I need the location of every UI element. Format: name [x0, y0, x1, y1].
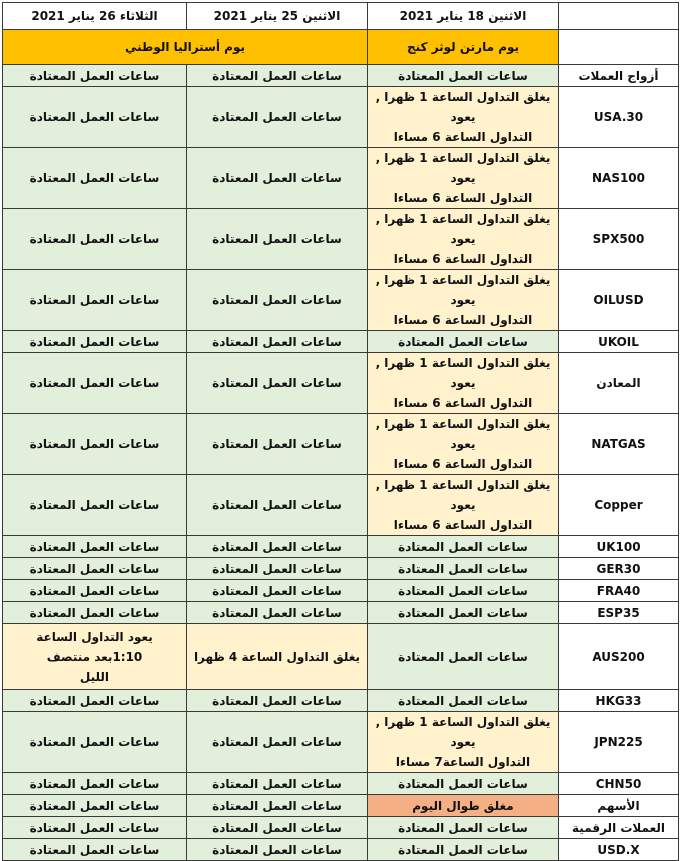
status-cell: ساعات العمل المعتادة: [3, 65, 187, 87]
date-header-1: الاثنين 18 يناير 2021: [368, 3, 559, 30]
status-line: الليل: [79, 669, 110, 684]
status-cell: ساعات العمل المعتادة: [187, 602, 368, 624]
status-cell: ساعات العمل المعتادة: [3, 839, 187, 861]
pair-name: NATGAS: [559, 414, 679, 475]
status-cell: يغلق التداول الساعة 4 ظهرا: [187, 624, 368, 690]
status-line: التداول الساعة 6 مساءا: [393, 191, 533, 205]
holiday-name-1: يوم مارتن لوثر كنج: [368, 30, 559, 65]
pair-name: SPX500: [559, 209, 679, 270]
status-cell: ساعات العمل المعتادة: [187, 353, 368, 414]
status-cell: ساعات العمل المعتادة: [3, 580, 187, 602]
status-cell: ساعات العمل المعتادة: [187, 414, 368, 475]
status-cell: ساعات العمل المعتادة: [3, 353, 187, 414]
status-cell: ساعات العمل المعتادة: [368, 690, 559, 712]
status-cell: ساعات العمل المعتادة: [368, 624, 559, 690]
pair-column-header: أزواج العملات: [559, 65, 679, 87]
holiday-name-2: يوم أستراليا الوطني: [3, 30, 368, 65]
table-row: [3, 148, 679, 209]
pair-name: CHN50: [559, 773, 679, 795]
status-cell: [368, 148, 559, 209]
status-cell: ساعات العمل المعتادة: [3, 795, 187, 817]
status-cell: ساعات العمل المعتادة: [3, 270, 187, 331]
status-line: التداول الساعة7 مساءا: [395, 755, 531, 769]
table-row: [3, 712, 679, 773]
status-cell: ساعات العمل المعتادة: [3, 712, 187, 773]
status-cell: ساعات العمل المعتادة: [187, 270, 368, 331]
table-row: [3, 536, 679, 558]
status-cell: ساعات العمل المعتادة: [187, 65, 368, 87]
status-cell: [368, 414, 559, 475]
table-row: [3, 353, 679, 414]
status-line: التداول الساعة 6 مساءا: [393, 313, 533, 327]
pair-name: ESP35: [559, 602, 679, 624]
status-line: يغلق التداول الساعة 1 ظهرا , يعود: [375, 212, 551, 246]
status-line: يغلق التداول الساعة 1 ظهرا , يعود: [375, 715, 551, 749]
status-line: التداول الساعة 6 مساءا: [393, 457, 533, 471]
status-cell: ساعات العمل المعتادة: [368, 839, 559, 861]
holiday-header-row: [3, 30, 679, 65]
table-row: [3, 602, 679, 624]
pair-name: GER30: [559, 558, 679, 580]
status-cell: ساعات العمل المعتادة: [368, 536, 559, 558]
pair-name: UKOIL: [559, 331, 679, 353]
status-cell: ساعات العمل المعتادة: [3, 602, 187, 624]
status-cell: ساعات العمل المعتادة: [3, 536, 187, 558]
pair-name: NAS100: [559, 148, 679, 209]
status-line: التداول الساعة 6 مساءا: [393, 252, 533, 266]
status-cell: ساعات العمل المعتادة: [368, 817, 559, 839]
table-row: [3, 558, 679, 580]
status-line: 1:10بعد منتصف: [46, 649, 143, 664]
pair-name: UK100: [559, 536, 679, 558]
status-line: التداول الساعة 6 مساءا: [393, 130, 533, 144]
status-cell: ساعات العمل المعتادة: [3, 87, 187, 148]
status-cell: ساعات العمل المعتادة: [3, 475, 187, 536]
table-row: [3, 817, 679, 839]
status-cell: ساعات العمل المعتادة: [3, 558, 187, 580]
status-cell: ساعات العمل المعتادة: [187, 475, 368, 536]
status-cell: ساعات العمل المعتادة: [3, 414, 187, 475]
status-cell: ساعات العمل المعتادة: [368, 558, 559, 580]
status-cell: ساعات العمل المعتادة: [187, 817, 368, 839]
status-cell: ساعات العمل المعتادة: [3, 148, 187, 209]
status-cell: ساعات العمل المعتادة: [368, 602, 559, 624]
pair-name: USA.30: [559, 87, 679, 148]
status-cell: ساعات العمل المعتادة: [3, 331, 187, 353]
status-line: يغلق التداول الساعة 1 ظهرا , يعود: [375, 90, 551, 124]
pair-name: JPN225: [559, 712, 679, 773]
table-row: [3, 331, 679, 353]
status-cell: ساعات العمل المعتادة: [368, 580, 559, 602]
table-row: [3, 773, 679, 795]
status-cell: [368, 475, 559, 536]
status-cell: ساعات العمل المعتادة: [3, 773, 187, 795]
status-cell: ساعات العمل المعتادة: [187, 690, 368, 712]
pair-name: FRA40: [559, 580, 679, 602]
pair-name: المعادن: [559, 353, 679, 414]
schedule-body: [3, 3, 679, 861]
status-line: التداول الساعة 6 مساءا: [393, 396, 533, 410]
table-row: [3, 624, 679, 690]
status-cell: ساعات العمل المعتادة: [187, 209, 368, 270]
status-cell: ساعات العمل المعتادة: [187, 580, 368, 602]
status-cell: [368, 87, 559, 148]
pair-name: HKG33: [559, 690, 679, 712]
status-line: يغلق التداول الساعة 1 ظهرا , يعود: [375, 151, 551, 185]
pair-name: الأسهم: [559, 795, 679, 817]
status-cell: [368, 270, 559, 331]
status-cell: ساعات العمل المعتادة: [187, 536, 368, 558]
table-row: [3, 839, 679, 861]
status-cell: ساعات العمل المعتادة: [3, 690, 187, 712]
status-cell: ساعات العمل المعتادة: [187, 712, 368, 773]
corner-cell: [559, 3, 679, 30]
status-cell: [3, 624, 187, 690]
status-line: يغلق التداول الساعة 1 ظهرا , يعود: [375, 478, 551, 512]
holiday-schedule-table: [2, 2, 679, 861]
status-cell: مغلق طوال اليوم: [368, 795, 559, 817]
status-cell: ساعات العمل المعتادة: [187, 795, 368, 817]
pair-name: Copper: [559, 475, 679, 536]
table-row: [3, 209, 679, 270]
status-line: يعود التداول الساعة: [36, 629, 153, 644]
status-line: يغلق التداول الساعة 1 ظهرا , يعود: [375, 273, 551, 307]
table-row: [3, 87, 679, 148]
date-header-3: الثلاثاء 26 يناير 2021: [3, 3, 187, 30]
date-header-row: [3, 3, 679, 30]
pair-name: العملات الرقمية: [559, 817, 679, 839]
status-cell: ساعات العمل المعتادة: [187, 331, 368, 353]
status-line: يغلق التداول الساعة 1 ظهرا , يعود: [375, 356, 551, 390]
status-cell: ساعات العمل المعتادة: [368, 773, 559, 795]
status-line: يغلق التداول الساعة 1 ظهرا , يعود: [375, 417, 551, 451]
pair-name: OILUSD: [559, 270, 679, 331]
table-row: [3, 795, 679, 817]
status-cell: ساعات العمل المعتادة: [187, 558, 368, 580]
corner-blank-cell: [559, 30, 679, 65]
status-cell: [368, 209, 559, 270]
status-cell: ساعات العمل المعتادة: [368, 331, 559, 353]
status-cell: ساعات العمل المعتادة: [368, 65, 559, 87]
status-cell: ساعات العمل المعتادة: [187, 773, 368, 795]
status-cell: ساعات العمل المعتادة: [187, 839, 368, 861]
column-label-row: [3, 65, 679, 87]
table-row: [3, 414, 679, 475]
status-cell: ساعات العمل المعتادة: [3, 209, 187, 270]
pair-name: AUS200: [559, 624, 679, 690]
status-cell: ساعات العمل المعتادة: [187, 87, 368, 148]
table-row: [3, 270, 679, 331]
table-row: [3, 580, 679, 602]
table-row: [3, 475, 679, 536]
pair-name: USD.X: [559, 839, 679, 861]
status-line: التداول الساعة 6 مساءا: [393, 518, 533, 532]
table-row: [3, 690, 679, 712]
status-cell: [368, 712, 559, 773]
status-cell: ساعات العمل المعتادة: [3, 817, 187, 839]
status-cell: [368, 353, 559, 414]
status-cell: ساعات العمل المعتادة: [187, 148, 368, 209]
date-header-2: الاثنين 25 يناير 2021: [187, 3, 368, 30]
